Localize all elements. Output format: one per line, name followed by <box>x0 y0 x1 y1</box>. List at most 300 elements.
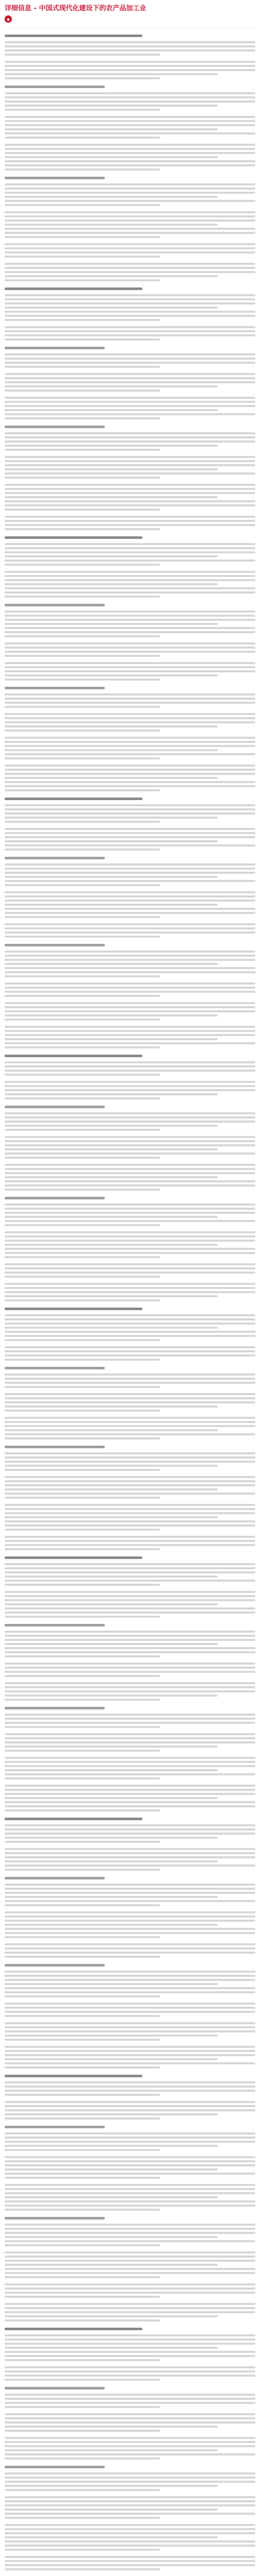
text-line <box>5 334 255 336</box>
text-line <box>5 749 218 751</box>
text-line <box>5 1896 218 1898</box>
text-line <box>5 307 218 309</box>
text-line <box>5 1757 255 1759</box>
text-line <box>5 168 160 171</box>
paragraph <box>5 61 255 79</box>
text-line <box>5 2343 255 2345</box>
paragraph <box>5 92 255 111</box>
text-line <box>5 931 255 934</box>
text-line <box>5 2500 255 2502</box>
text-line <box>5 1493 255 1495</box>
text-line <box>5 1667 255 1669</box>
text-line <box>5 963 218 965</box>
paragraph <box>5 891 255 918</box>
section-heading <box>5 1624 105 1626</box>
text-line <box>5 61 255 63</box>
text-line <box>5 1584 160 1586</box>
text-line <box>5 547 255 549</box>
text-line <box>5 1256 160 1258</box>
paragraph <box>5 804 255 823</box>
text-line <box>5 2062 255 2064</box>
text-line <box>5 65 255 67</box>
paragraph <box>5 2283 255 2298</box>
text-line <box>5 1809 160 1811</box>
text-line <box>5 1116 255 1118</box>
text-line <box>5 1892 255 1894</box>
text-line <box>5 1461 255 1463</box>
paragraph <box>5 737 255 759</box>
section-heading <box>5 857 105 859</box>
text-line <box>5 1599 255 1601</box>
paragraph <box>5 951 255 977</box>
text-line <box>5 2524 255 2526</box>
text-line <box>5 936 160 938</box>
text-line <box>5 1865 255 1867</box>
text-line <box>5 615 255 617</box>
paragraph <box>5 2224 255 2246</box>
paragraph <box>5 516 255 530</box>
paragraph <box>5 1081 255 1099</box>
paragraph <box>5 1785 255 1811</box>
text-line <box>5 655 160 657</box>
text-line <box>5 1603 218 1605</box>
section-heading <box>5 2387 105 2389</box>
text-line <box>5 844 255 846</box>
text-line <box>5 2458 160 2460</box>
text-line <box>5 263 255 265</box>
text-line <box>5 315 255 317</box>
text-line <box>5 781 255 783</box>
section-heading <box>5 35 142 37</box>
text-line <box>5 2081 255 2083</box>
text-line <box>5 1789 255 1791</box>
text-line <box>5 808 255 810</box>
text-line <box>5 1516 218 1518</box>
text-line <box>5 982 255 985</box>
paragraph <box>5 2496 255 2519</box>
paragraph <box>5 662 255 681</box>
text-line <box>5 1916 255 1918</box>
paragraph <box>5 1884 255 1906</box>
text-line <box>5 2054 255 2056</box>
paragraph <box>5 2334 255 2361</box>
text-line <box>5 413 255 415</box>
text-line <box>5 868 255 870</box>
text-line <box>5 927 255 929</box>
text-line <box>5 516 255 518</box>
paragraph <box>5 2413 255 2432</box>
text-line <box>5 2568 160 2570</box>
text-line <box>5 2370 255 2372</box>
text-line <box>5 1651 255 1653</box>
paragraph <box>5 1393 255 1412</box>
text-line <box>5 2236 218 2238</box>
text-line <box>5 543 255 545</box>
section-heading <box>5 1707 105 1709</box>
text-line <box>5 228 255 230</box>
text-line <box>5 1148 218 1150</box>
text-line <box>5 1248 255 1250</box>
paragraph <box>5 243 255 258</box>
text-line <box>5 693 255 696</box>
text-line <box>5 1991 255 1993</box>
text-line <box>5 1544 255 1546</box>
text-line <box>5 472 255 474</box>
text-line <box>5 1956 160 1958</box>
text-line <box>5 1884 255 1886</box>
text-line <box>5 2137 255 2139</box>
text-line <box>5 1580 255 1582</box>
text-line <box>5 1943 255 1945</box>
text-line <box>5 2545 255 2547</box>
text-line <box>5 2205 255 2207</box>
text-line <box>5 302 255 304</box>
text-line <box>5 330 255 332</box>
paragraph <box>5 373 255 392</box>
text-line <box>5 560 255 562</box>
text-line <box>5 1046 160 1048</box>
text-line <box>5 662 255 664</box>
text-line <box>5 77 160 79</box>
text-line <box>5 1354 255 1357</box>
text-line <box>5 1030 255 1032</box>
text-line <box>5 1512 255 1514</box>
text-line <box>5 2196 218 2198</box>
text-line <box>5 1971 255 1973</box>
text-line <box>5 1920 255 1922</box>
text-line <box>5 1733 255 1735</box>
text-line <box>5 1575 218 1578</box>
text-line <box>5 49 255 52</box>
text-line <box>5 496 218 498</box>
text-line <box>5 464 255 466</box>
text-line <box>5 2334 255 2336</box>
section-heading <box>5 604 105 606</box>
text-line <box>5 500 255 502</box>
text-line <box>5 1220 255 1222</box>
text-line <box>5 1631 255 1633</box>
section-heading <box>5 2217 105 2219</box>
text-line <box>5 1006 255 1008</box>
text-line <box>5 1267 255 1269</box>
text-line <box>5 504 255 506</box>
section-heading <box>5 1197 105 1199</box>
text-line <box>5 1061 255 1063</box>
section-heading <box>5 1367 105 1369</box>
text-line <box>5 698 255 700</box>
paragraph <box>5 2472 255 2491</box>
text-line <box>5 2050 255 2052</box>
text-line <box>5 200 255 202</box>
paragraph <box>5 353 255 368</box>
section-heading <box>5 1106 105 1108</box>
text-line <box>5 2228 255 2230</box>
text-line <box>5 2540 255 2543</box>
text-line <box>5 745 255 747</box>
text-line <box>5 460 255 462</box>
paragraph <box>5 1136 255 1159</box>
text-line <box>5 1465 218 1467</box>
text-line <box>5 2094 160 2096</box>
text-line <box>5 1682 255 1684</box>
paragraph <box>5 432 255 451</box>
text-line <box>5 991 255 993</box>
text-line <box>5 1378 255 1380</box>
text-line <box>5 1737 255 1739</box>
text-line <box>5 1476 255 1478</box>
text-line <box>5 627 255 629</box>
text-line <box>5 1741 255 1743</box>
text-line <box>5 2168 218 2171</box>
text-line <box>5 1694 218 1697</box>
text-line <box>5 2359 160 2361</box>
text-line <box>5 1184 255 1187</box>
text-line <box>5 405 255 407</box>
text-line <box>5 1121 255 1123</box>
text-line <box>5 1374 255 1376</box>
text-line <box>5 1240 255 1242</box>
text-line <box>5 1714 255 1716</box>
text-line <box>5 753 255 755</box>
paragraph <box>5 2366 255 2381</box>
section-heading <box>5 2466 105 2468</box>
text-line <box>5 160 255 162</box>
publisher-logo: ◆ <box>5 15 12 23</box>
text-line <box>5 2489 160 2491</box>
text-line <box>5 1433 255 1435</box>
text-line <box>5 377 255 379</box>
text-line <box>5 891 255 893</box>
text-line <box>5 2296 160 2298</box>
text-line <box>5 1093 218 1095</box>
text-line <box>5 144 255 146</box>
text-line <box>5 1180 255 1182</box>
text-line <box>5 706 160 708</box>
text-line <box>5 69 255 71</box>
paragraph <box>5 1911 255 1938</box>
text-line <box>5 832 255 834</box>
text-line <box>5 432 255 434</box>
text-line <box>5 2276 160 2278</box>
article-title: 详细信息 - 中国式现代化建设下的农产品加工业 <box>5 5 147 12</box>
text-line <box>5 2200 255 2202</box>
text-line <box>5 2430 160 2432</box>
text-line <box>5 1975 255 1977</box>
text-line <box>5 528 160 530</box>
text-line <box>5 564 160 566</box>
text-line <box>5 900 255 902</box>
text-line <box>5 1074 160 1076</box>
text-line <box>5 2481 255 2483</box>
text-line <box>5 987 255 989</box>
paragraph <box>5 1663 255 1677</box>
text-line <box>5 1153 255 1155</box>
text-line <box>5 1085 255 1087</box>
text-line <box>5 1397 255 1399</box>
text-line <box>5 1671 255 1673</box>
text-line <box>5 132 255 134</box>
text-line <box>5 1010 255 1012</box>
paragraph <box>5 1026 255 1048</box>
text-line <box>5 1504 255 1506</box>
paragraph <box>5 2081 255 2096</box>
text-line <box>5 2030 255 2032</box>
text-line <box>5 611 255 613</box>
text-line <box>5 1125 218 1127</box>
text-line <box>5 631 255 633</box>
text-line <box>5 96 255 98</box>
text-line <box>5 1204 255 1206</box>
paragraph <box>5 828 255 851</box>
text-line <box>5 2192 255 2194</box>
text-line <box>5 1417 255 1419</box>
paragraph <box>5 1536 255 1550</box>
text-line <box>5 1508 255 1510</box>
text-line <box>5 1869 160 1871</box>
text-line <box>5 2319 160 2321</box>
text-line <box>5 1136 255 1138</box>
text-line <box>5 2268 255 2270</box>
text-line <box>5 2445 255 2447</box>
section-heading <box>5 798 142 800</box>
text-line <box>5 2086 255 2088</box>
text-line <box>5 959 255 961</box>
text-line <box>5 1686 255 1688</box>
text-line <box>5 236 160 238</box>
text-line <box>5 294 255 296</box>
text-line <box>5 54 160 56</box>
text-line <box>5 1911 255 1913</box>
text-line <box>5 2272 255 2274</box>
text-line <box>5 1189 160 1191</box>
text-line <box>5 1164 255 1166</box>
text-line <box>5 440 255 443</box>
text-line <box>5 651 255 653</box>
text-line <box>5 2315 218 2317</box>
text-line <box>5 1339 160 1341</box>
text-line <box>5 1793 255 1795</box>
text-line <box>5 1983 218 1985</box>
text-line <box>5 1212 255 1214</box>
text-line <box>5 717 255 719</box>
text-line <box>5 100 255 103</box>
text-line <box>5 1014 218 1016</box>
text-line <box>5 551 255 553</box>
text-line <box>5 326 255 328</box>
section-heading <box>5 177 105 179</box>
text-line <box>5 1484 255 1486</box>
text-line <box>5 812 255 815</box>
text-line <box>5 2347 218 2349</box>
text-line <box>5 1042 255 1044</box>
paragraph <box>5 1757 255 1780</box>
paragraph <box>5 183 255 206</box>
text-line <box>5 1567 255 1569</box>
text-line <box>5 2406 160 2408</box>
text-line <box>5 623 218 625</box>
paragraph <box>5 326 255 341</box>
text-line <box>5 2035 218 2037</box>
text-line <box>5 1571 255 1573</box>
text-line <box>5 1335 255 1337</box>
text-line <box>5 2149 160 2151</box>
text-line <box>5 1216 218 1218</box>
paragraph <box>5 211 255 238</box>
text-line <box>5 109 160 111</box>
text-line <box>5 2509 218 2511</box>
paragraph <box>5 2156 255 2179</box>
section-heading <box>5 287 142 290</box>
text-line <box>5 2090 255 2092</box>
text-line <box>5 1995 160 1997</box>
text-line <box>5 1520 255 1522</box>
text-line <box>5 156 218 158</box>
text-line <box>5 1359 160 1361</box>
text-line <box>5 2355 255 2357</box>
paragraph <box>5 2003 255 2017</box>
paragraph <box>5 765 255 791</box>
text-line <box>5 1824 255 1826</box>
text-line <box>5 828 255 830</box>
paragraph <box>5 2251 255 2278</box>
text-line <box>5 1272 255 1274</box>
text-line <box>5 509 160 511</box>
text-line <box>5 2039 160 2041</box>
text-line <box>5 836 255 838</box>
paragraph <box>5 982 255 997</box>
text-line <box>5 2311 255 2313</box>
text-line <box>5 1904 160 1906</box>
text-line <box>5 1026 255 1028</box>
text-line <box>5 449 160 451</box>
text-line <box>5 219 255 222</box>
text-line <box>5 1841 160 1843</box>
text-line <box>5 872 255 874</box>
text-line <box>5 773 255 775</box>
text-line <box>5 1635 255 1637</box>
text-line <box>5 1612 255 1614</box>
text-line <box>5 1469 160 1471</box>
text-line <box>5 2251 255 2253</box>
paragraph <box>5 2524 255 2551</box>
text-line <box>5 1019 160 1021</box>
text-line <box>5 2560 255 2562</box>
paragraph <box>5 484 255 511</box>
text-line <box>5 721 255 723</box>
text-line <box>5 1750 160 1752</box>
text-line <box>5 635 160 637</box>
text-line <box>5 2528 255 2530</box>
text-line <box>5 1089 255 1091</box>
text-line <box>5 2366 255 2368</box>
text-line <box>5 1168 255 1170</box>
text-line <box>5 1346 255 1348</box>
text-line <box>5 679 160 681</box>
text-line <box>5 591 255 594</box>
text-line <box>5 1761 255 1763</box>
text-line <box>5 647 255 649</box>
text-line <box>5 1401 255 1403</box>
text-line <box>5 152 255 154</box>
text-line <box>5 1777 160 1780</box>
text-line <box>5 2105 255 2107</box>
text-line <box>5 741 255 743</box>
paragraph <box>5 397 255 419</box>
text-line <box>5 1429 218 1431</box>
text-line <box>5 267 255 269</box>
text-line <box>5 1393 255 1395</box>
text-line <box>5 1291 255 1293</box>
